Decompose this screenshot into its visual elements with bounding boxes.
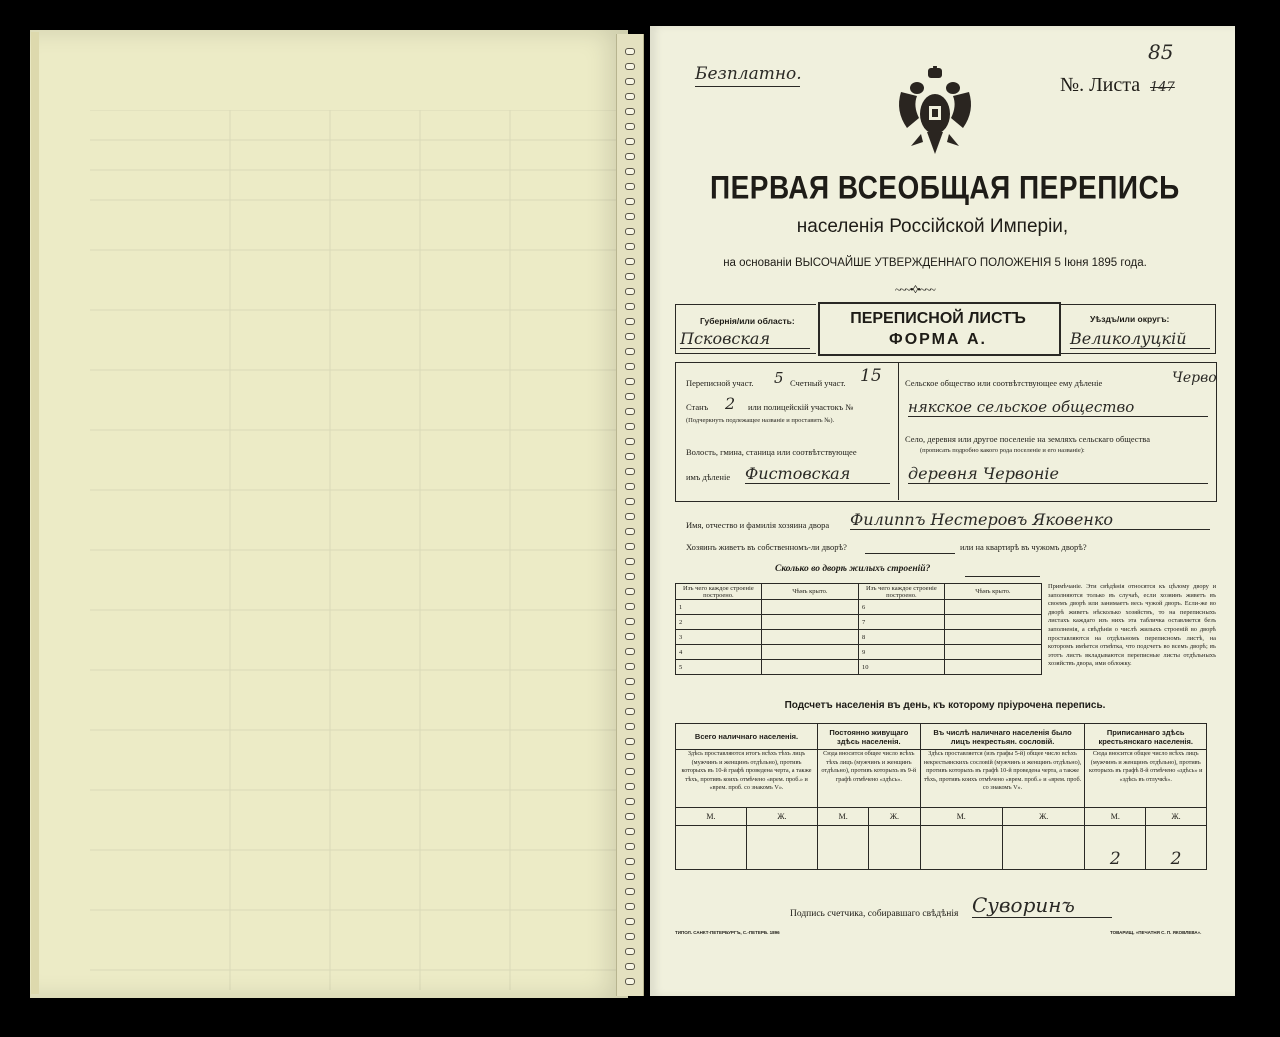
free-underline [695,86,800,87]
village-label: Село, деревня или другое поселеніе на земляхъ сельскаго общества [905,434,1150,444]
stitch-hole [625,318,635,325]
stitch-hole [625,408,635,415]
stitch-hole [625,138,635,145]
population-col-desc: Сюда вносится общее число всѣхъ лицъ (мужчинъ и женщинъ отдѣльно), противъ которыхъ въ графѣ 8-й отмѣчено «здѣсь» и «здѣсь въ отлучкѣ». [1085,750,1207,808]
stitch-hole [625,558,635,565]
population-value: 2 [1146,826,1207,870]
village-value: деревня Червоніе [908,464,1208,484]
free-label: Безплатно. [695,64,802,84]
stitch-hole [625,273,635,280]
printer-right: ТОВАРИЩ. «ПЕЧАТНЯ С. П. ЯКОВЛЕВА». [1110,930,1202,935]
form-label: ФОРМА А. [889,331,987,348]
col-m: М. [920,808,1002,826]
owner-lives-label: Хозяинъ живетъ въ собственномъ-ли дворѣ? [686,542,847,552]
sheet-no-label: №. Листа [1060,74,1141,96]
buildings-row-num: 8 [858,630,944,645]
col-zh: Ж. [869,808,920,826]
stitch-hole [625,183,635,190]
stan-value: 2 [725,394,736,413]
stitch-hole [625,153,635,160]
stitch-hole [625,918,635,925]
population-value [676,826,747,870]
stitch-hole [625,348,635,355]
owner-label: Имя, отчество и фамилія хозяина двора [686,520,830,530]
census-subtitle: населенія Россійской Имперіи, [796,216,1069,237]
buildings-col-material-l: Изъ чего каждое строеніе построено. [676,584,762,600]
stitch-hole [625,333,635,340]
stitch-hole [625,123,635,130]
col-zh: Ж. [1146,808,1207,826]
binding-stitches [616,34,644,996]
stitch-hole [625,813,635,820]
population-col-desc: Сюда вносится общее число всѣхъ тѣхъ лицъ (мужчинъ и женщинъ отдѣльно), противъ которыхъ въ 9-й графѣ отмѣчено «здѣсь». [818,750,921,808]
stitch-hole [625,438,635,445]
stitch-hole [625,873,635,880]
buildings-col-roof-r: Чѣмъ крыто. [944,584,1041,600]
stitch-hole [625,393,635,400]
population-value [869,826,920,870]
sheet-title: ПЕРЕПИСНОЙ ЛИСТЪ [850,310,1026,327]
stitch-hole [625,723,635,730]
population-col-desc: Здѣсь проставляется (изъ графы 5-й) общее число всѣхъ некрестьянскихъ сословій (мужчинъ и женщинъ отдѣльно), противъ которыхъ въ графѣ 10-й проведена черта, а также тѣхъ, противъ коихъ отмѣчено «врем. проб.» и «врем. проб. со знакомъ V». [920,750,1085,808]
stitch-hole [625,843,635,850]
remark-text: Примѣчаніе. Эти свѣдѣнія относятся къ цѣлому двору и заполняются только въ случаѣ, если хозяинъ живетъ въ своемъ дворѣ или занимаетъ весь чужой дворъ. Если-же во дворѣ живетъ нѣсколько хозяйствъ, то на переписныхъ листахъ каждаго изъ нихъ эта табличка оставляется безъ заполненія, а свѣдѣнія о числѣ жилыхъ строеній во дворѣ проставляются на отдѣльномъ переписномъ листѣ, на которомъ имѣется отмѣтка, что подсчетъ во всемъ дворѣ; въ этотъ листъ вкладываются переписные листы отдѣльныхъ хозяйствъ двора, ими обложку. [1048,583,1216,668]
population-col-title: Приписаннаго здѣсь крестьянскаго населенія. [1085,724,1207,750]
stitch-hole [625,228,635,235]
stitch-hole [625,633,635,640]
buildings-row-num: 7 [858,615,944,630]
census-form-page [650,26,1235,996]
society-value-2: някское сельское общество [908,398,1208,417]
buildings-row-num: 6 [858,600,944,615]
buildings-col-material-r: Изъ чего каждое строеніе построено. [858,584,944,600]
buildings-row-num: 4 [676,645,762,660]
owner-lives-line [865,553,955,554]
census-title: ПЕРВАЯ ВСЕОБЩАЯ ПЕРЕПИСЬ [710,169,1180,206]
census-basis: на основаніи ВЫСОЧАЙШЕ УТВЕРЖДЕННАГО ПОЛОЖЕНІЯ 5 Іюня 1895 года. [723,257,1147,269]
col-m: М. [676,808,747,826]
gubernia-label: Губернія/или область: [700,316,795,326]
population-col-title: Всего наличнаго населенія. [676,724,818,750]
stitch-hole [625,933,635,940]
stitch-hole [625,678,635,685]
stitch-hole [625,453,635,460]
stitch-hole [625,423,635,430]
stitch-hole [625,603,635,610]
owner-value: Филиппъ Нестеровъ Яковенко [850,510,1210,530]
stitch-hole [625,978,635,985]
stitch-hole [625,963,635,970]
signature-label: Подпись счетчика, собиравшаго свѣдѣнія [790,909,959,919]
location-divider [898,362,899,500]
sheet-no-pencil: 85 [1148,40,1174,64]
col-m: М. [818,808,869,826]
buildings-question: Сколько во дворѣ жилыхъ строеній? [775,564,931,574]
owner-lives-or: или на квартирѣ въ чужомъ дворѣ? [960,542,1087,552]
stitch-hole [625,648,635,655]
population-table [675,723,1207,870]
stitch-hole [625,753,635,760]
stitch-hole [625,948,635,955]
stitch-hole [625,258,635,265]
census-district-label: Переписной участ. [686,378,754,388]
stitch-hole [625,63,635,70]
buildings-row-num: 3 [676,630,762,645]
stitch-hole [625,858,635,865]
stitch-hole [625,168,635,175]
bleed-through-grid [90,110,620,990]
double-eagle-emblem-icon [895,66,975,161]
stitch-hole [625,783,635,790]
census-district-value: 5 [774,369,784,387]
stitch-hole [625,828,635,835]
counting-district-value: 15 [860,366,882,386]
stitch-hole [625,708,635,715]
population-heading: Подсчетъ населенія въ день, къ которому пріурочена перепись. [784,700,1106,711]
stitch-hole [625,243,635,250]
stitch-hole [625,303,635,310]
buildings-col-roof-l: Чѣмъ крыто. [761,584,858,600]
stitch-hole [625,288,635,295]
left-page-edge [31,32,39,994]
population-value [920,826,1002,870]
underline-note: (Подчеркнуть подлежащее названіе и проставить №). [686,417,835,424]
stitch-hole [625,48,635,55]
stan-label: Станъ [686,402,709,412]
volost-value: Фистовская [745,464,890,484]
stitch-hole [625,618,635,625]
volost-label-2: имъ дѣленіе [686,472,731,482]
buildings-table [675,583,1042,675]
society-value-1: Черво [1172,370,1217,386]
gubernia-value: Псковская [680,329,810,349]
population-value [818,826,869,870]
stitch-hole [625,513,635,520]
col-m: М. [1085,808,1146,826]
stitch-hole [625,483,635,490]
stitch-hole [625,78,635,85]
printer-left: ТИПОЛ. САНКТ-ПЕТЕРБУРГЪ, С.-ПЕТЕРБ. 1896 [675,930,780,935]
stitch-hole [625,573,635,580]
stitch-hole [625,798,635,805]
stitch-hole [625,768,635,775]
population-col-title: Постоянно живущаго здѣсь населенія. [818,724,921,750]
village-note: (прописать подробно какого рода поселеніе и его названіе): [920,447,1085,454]
left-page [30,30,628,998]
stitch-hole [625,888,635,895]
buildings-row-num: 1 [676,600,762,615]
stitch-hole [625,498,635,505]
stitch-hole [625,693,635,700]
police-label: или полицейскій участокъ № [748,402,854,412]
stitch-hole [625,663,635,670]
stitch-hole [625,213,635,220]
col-zh: Ж. [1002,808,1085,826]
ornament-divider: ~~~•◊•~~~ [895,284,935,296]
population-value [1002,826,1085,870]
stitch-hole [625,738,635,745]
population-col-title: Въ числѣ наличнаго населенія было лицъ некрестьян. сословій. [920,724,1085,750]
buildings-row-num: 9 [858,645,944,660]
stitch-hole [625,903,635,910]
stitch-hole [625,93,635,100]
buildings-line [965,576,1040,577]
stitch-hole [625,528,635,535]
stitch-hole [625,543,635,550]
population-value [746,826,817,870]
uezd-label: Уѣздъ/или округъ: [1090,314,1170,324]
col-zh: Ж. [746,808,817,826]
stitch-hole [625,378,635,385]
stitch-hole [625,468,635,475]
sheet-no-value: 147 [1150,80,1175,95]
society-label: Сельское общество или соотвѣтствующее ему дѣленіе [905,378,1103,388]
counting-district-label: Счетный участ. [790,378,846,388]
signature-value: Суворинъ [972,893,1112,918]
population-col-desc: Здѣсь проставляются итогъ всѣхъ тѣхъ лицъ (мужчинъ и женщинъ отдѣльно), противъ которыхъ въ 10-й графѣ проведена черта, а также тѣхъ, противъ коихъ отмѣчено «врем. проб.» и «врем. проб. со знакомъ V». [676,750,818,808]
buildings-row-num: 2 [676,615,762,630]
volost-label: Волость, гмина, станица или соотвѣтствующее [686,447,857,457]
uezd-value: Великолуцкій [1070,329,1210,349]
stitch-hole [625,363,635,370]
stitch-hole [625,108,635,115]
buildings-row-num: 10 [858,660,944,675]
stitch-hole [625,588,635,595]
stitch-hole [625,198,635,205]
population-value: 2 [1085,826,1146,870]
buildings-row-num: 5 [676,660,762,675]
